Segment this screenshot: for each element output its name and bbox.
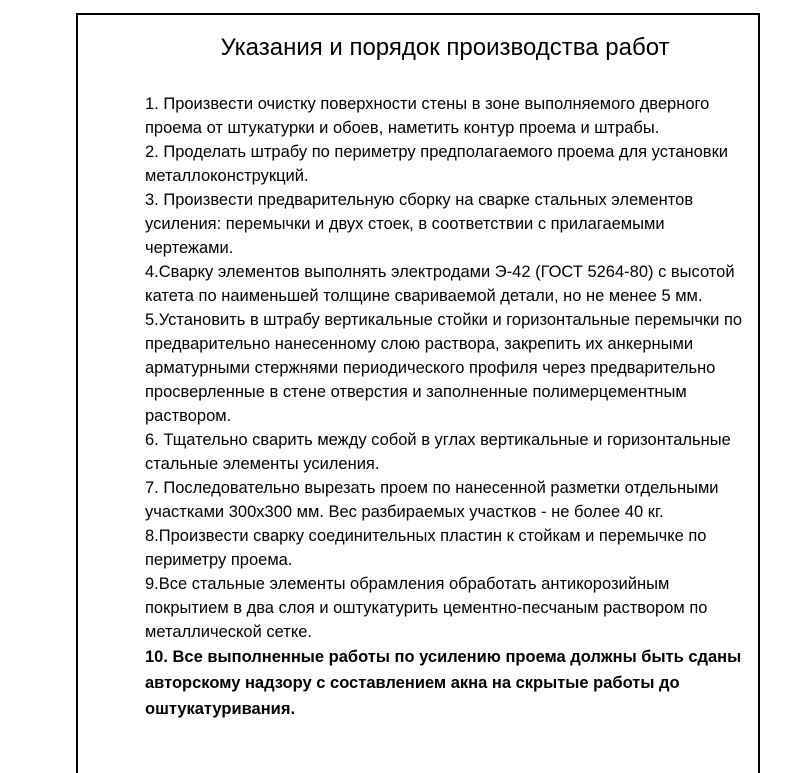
- instruction-item-10: 10. Все выполненные работы по усилению проема должны быть сданы авторскому надзору с составлением акна на скрытые работы до оштукатуривания.: [145, 648, 742, 718]
- instruction-item-7: 7. Последовательно вырезать проем по нанесенной разметки отдельными участками 300х300 мм. Вес разбираемых участков - не более 40 кг.: [145, 479, 719, 521]
- instruction-item-9: 9.Все стальные элементы обрамления обработать антикорозийным покрытием в два слоя и оштукатурить цементно-песчаным раствором по металлической сетке.: [145, 575, 708, 641]
- document-title: Указания и порядок производства работ: [220, 34, 670, 61]
- instruction-item-5: 5.Установить в штрабу вертикальные стойки и горизонтальные перемычки по предварительно нанесенному слою раствора, закрепить их анкерными арматурными стержнями периодического профиля через предварительно просверленные в стене отверстия и заполненные полимерцементным раствором.: [145, 311, 743, 425]
- instruction-item-4: 4.Сварку элементов выполнять электродами Э-42 (ГОСТ 5264-80) с высотой катета по наименьшей толщине свариваемой детали, но не менее 5 мм.: [145, 263, 735, 305]
- instructions-list: [145, 92, 757, 722]
- instruction-item-2: 2. Проделать штрабу по периметру предполагаемого проема для установки металлоконструкций.: [145, 143, 729, 185]
- instruction-item-1: 1. Произвести очистку поверхности стены в зоне выполняемого дверного проема от штукатурки и обоев, наметить контур проема и штрабы.: [145, 95, 710, 137]
- instruction-item-3: 3. Произвести предварительную сборку на сварке стальных элементов усиления: перемычки и двух стоек, в соответствии с прилагаемыми чертежами.: [145, 191, 694, 257]
- instruction-item-6: 6. Тщательно сварить между собой в углах вертикальные и горизонтальные стальные элементы усиления.: [145, 431, 731, 473]
- instruction-item-8: 8.Произвести сварку соединительных пластин к стойкам и перемычке по периметру проема.: [145, 527, 707, 569]
